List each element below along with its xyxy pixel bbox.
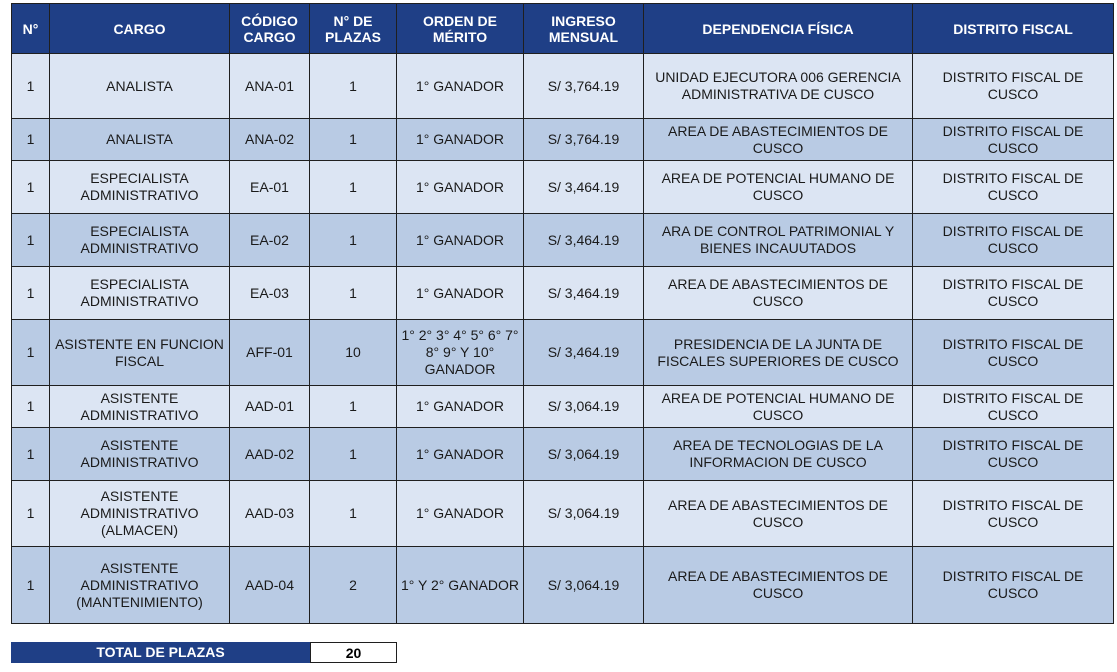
table-row — [12, 267, 1114, 320]
cell-dependencia-fisica: AREA DE TECNOLOGIAS DE LA INFORMACION DE CUSCO — [644, 428, 913, 481]
header-numero-plazas: N° DE PLAZAS — [310, 4, 397, 54]
header-codigo-cargo: CÓDIGO CARGO — [230, 4, 310, 54]
cell-numero: 1 — [12, 547, 50, 624]
cell-cargo: ANALISTA — [50, 119, 230, 161]
cell-ingreso-mensual: S/ 3,464.19 — [524, 214, 644, 267]
cell-dependencia-fisica: PRESIDENCIA DE LA JUNTA DE FISCALES SUPERIORES DE CUSCO — [644, 320, 913, 386]
table-row — [12, 386, 1114, 428]
cell-numero-plazas: 1 — [310, 386, 397, 428]
header-numero: N° — [12, 4, 50, 54]
cell-orden-merito: 1° GANADOR — [397, 161, 524, 214]
table-row — [12, 214, 1114, 267]
cell-distrito-fiscal: DISTRITO FISCAL DE CUSCO — [913, 386, 1114, 428]
header-distrito-fiscal: DISTRITO FISCAL — [913, 4, 1114, 54]
cell-dependencia-fisica: UNIDAD EJECUTORA 006 GERENCIA ADMINISTRATIVA DE CUSCO — [644, 54, 913, 119]
cell-dependencia-fisica: AREA DE POTENCIAL HUMANO DE CUSCO — [644, 161, 913, 214]
table-header-row — [12, 4, 1114, 54]
cell-numero-plazas: 1 — [310, 54, 397, 119]
cell-dependencia-fisica: AREA DE ABASTECIMIENTOS DE CUSCO — [644, 267, 913, 320]
cell-numero: 1 — [12, 214, 50, 267]
cell-ingreso-mensual: S/ 3,064.19 — [524, 386, 644, 428]
cell-ingreso-mensual: S/ 3,064.19 — [524, 481, 644, 547]
cell-numero: 1 — [12, 320, 50, 386]
cell-codigo-cargo: ANA-01 — [230, 54, 310, 119]
cell-codigo-cargo: ANA-02 — [230, 119, 310, 161]
cell-numero-plazas: 1 — [310, 161, 397, 214]
cell-distrito-fiscal: DISTRITO FISCAL DE CUSCO — [913, 428, 1114, 481]
cell-numero-plazas: 1 — [310, 481, 397, 547]
cell-dependencia-fisica: ARA DE CONTROL PATRIMONIAL Y BIENES INCAUUTADOS — [644, 214, 913, 267]
cell-cargo: ASISTENTE ADMINISTRATIVO (MANTENIMIENTO) — [50, 547, 230, 624]
cell-dependencia-fisica: AREA DE POTENCIAL HUMANO DE CUSCO — [644, 386, 913, 428]
cell-codigo-cargo: AFF-01 — [230, 320, 310, 386]
cell-numero: 1 — [12, 428, 50, 481]
cell-orden-merito: 1° GANADOR — [397, 54, 524, 119]
cell-ingreso-mensual: S/ 3,764.19 — [524, 119, 644, 161]
cell-numero: 1 — [12, 119, 50, 161]
cell-cargo: ASISTENTE ADMINISTRATIVO (ALMACEN) — [50, 481, 230, 547]
cell-orden-merito: 1° GANADOR — [397, 481, 524, 547]
cell-ingreso-mensual: S/ 3,764.19 — [524, 54, 644, 119]
cell-orden-merito: 1° GANADOR — [397, 267, 524, 320]
cell-distrito-fiscal: DISTRITO FISCAL DE CUSCO — [913, 119, 1114, 161]
cell-distrito-fiscal: DISTRITO FISCAL DE CUSCO — [913, 547, 1114, 624]
cell-orden-merito: 1° GANADOR — [397, 214, 524, 267]
cell-ingreso-mensual: S/ 3,464.19 — [524, 161, 644, 214]
cell-dependencia-fisica: AREA DE ABASTECIMIENTOS DE CUSCO — [644, 119, 913, 161]
cell-numero-plazas: 1 — [310, 428, 397, 481]
cell-cargo: ASISTENTE EN FUNCION FISCAL — [50, 320, 230, 386]
cell-ingreso-mensual: S/ 3,464.19 — [524, 320, 644, 386]
cell-cargo: ESPECIALISTA ADMINISTRATIVO — [50, 267, 230, 320]
cell-orden-merito: 1° Y 2° GANADOR — [397, 547, 524, 624]
cell-numero-plazas: 2 — [310, 547, 397, 624]
table-row — [12, 428, 1114, 481]
cell-ingreso-mensual: S/ 3,464.19 — [524, 267, 644, 320]
cell-orden-merito: 1° GANADOR — [397, 119, 524, 161]
cell-distrito-fiscal: DISTRITO FISCAL DE CUSCO — [913, 320, 1114, 386]
total-plazas-value: 20 — [310, 642, 397, 663]
cell-cargo: ESPECIALISTA ADMINISTRATIVO — [50, 161, 230, 214]
cell-dependencia-fisica: AREA DE ABASTECIMIENTOS DE CUSCO — [644, 481, 913, 547]
header-cargo: CARGO — [50, 4, 230, 54]
cell-codigo-cargo: AAD-02 — [230, 428, 310, 481]
cell-distrito-fiscal: DISTRITO FISCAL DE CUSCO — [913, 214, 1114, 267]
cell-codigo-cargo: EA-03 — [230, 267, 310, 320]
cell-codigo-cargo: EA-01 — [230, 161, 310, 214]
header-orden-merito: ORDEN DE MÉRITO — [397, 4, 524, 54]
cell-distrito-fiscal: DISTRITO FISCAL DE CUSCO — [913, 481, 1114, 547]
cell-dependencia-fisica: AREA DE ABASTECIMIENTOS DE CUSCO — [644, 547, 913, 624]
cell-numero: 1 — [12, 386, 50, 428]
cell-cargo: ANALISTA — [50, 54, 230, 119]
cell-distrito-fiscal: DISTRITO FISCAL DE CUSCO — [913, 161, 1114, 214]
cell-codigo-cargo: AAD-03 — [230, 481, 310, 547]
cell-cargo: ESPECIALISTA ADMINISTRATIVO — [50, 214, 230, 267]
cell-codigo-cargo: AAD-04 — [230, 547, 310, 624]
table-body — [12, 54, 1114, 624]
plazas-table — [11, 3, 1114, 624]
table-row — [12, 547, 1114, 624]
cell-numero: 1 — [12, 267, 50, 320]
table-row — [12, 119, 1114, 161]
cell-numero-plazas: 10 — [310, 320, 397, 386]
table-row — [12, 320, 1114, 386]
cell-orden-merito: 1° GANADOR — [397, 428, 524, 481]
total-plazas-label: TOTAL DE PLAZAS — [11, 642, 310, 663]
cell-distrito-fiscal: DISTRITO FISCAL DE CUSCO — [913, 267, 1114, 320]
cell-numero: 1 — [12, 54, 50, 119]
table-row — [12, 54, 1114, 119]
cell-numero-plazas: 1 — [310, 267, 397, 320]
table-row — [12, 481, 1114, 547]
cell-numero: 1 — [12, 481, 50, 547]
cell-ingreso-mensual: S/ 3,064.19 — [524, 547, 644, 624]
cell-cargo: ASISTENTE ADMINISTRATIVO — [50, 386, 230, 428]
header-ingreso-mensual: INGRESO MENSUAL — [524, 4, 644, 54]
cell-cargo: ASISTENTE ADMINISTRATIVO — [50, 428, 230, 481]
cell-distrito-fiscal: DISTRITO FISCAL DE CUSCO — [913, 54, 1114, 119]
cell-codigo-cargo: AAD-01 — [230, 386, 310, 428]
cell-ingreso-mensual: S/ 3,064.19 — [524, 428, 644, 481]
cell-orden-merito: 1° GANADOR — [397, 386, 524, 428]
cell-numero-plazas: 1 — [310, 214, 397, 267]
cell-numero-plazas: 1 — [310, 119, 397, 161]
cell-numero: 1 — [12, 161, 50, 214]
table-row — [12, 161, 1114, 214]
cell-orden-merito: 1° 2° 3° 4° 5° 6° 7° 8° 9° Y 10° GANADOR — [397, 320, 524, 386]
cell-codigo-cargo: EA-02 — [230, 214, 310, 267]
header-dependencia-fisica: DEPENDENCIA FÍSICA — [644, 4, 913, 54]
